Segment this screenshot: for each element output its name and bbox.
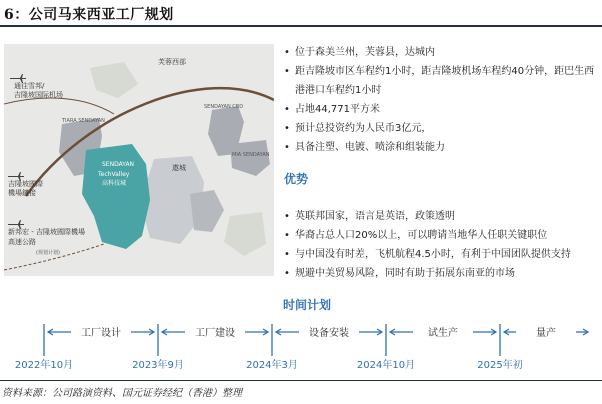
map-label-highway-2: 高速公路 xyxy=(8,238,36,246)
fact-item: • 距吉隆坡市区车程约1小时，距吉隆坡机场车程约40分钟，距巴生西港港口车程约1小时 xyxy=(282,62,600,100)
map-label-city: 遨城 xyxy=(172,164,186,172)
timeline-date-label: 2025年初 xyxy=(477,360,523,370)
fact-item: • 占地44,771平方米 xyxy=(282,100,600,119)
map-label-techvalley-top: SENDAYAN xyxy=(102,161,135,168)
facts-list xyxy=(282,43,600,157)
advantages-list xyxy=(282,207,600,283)
map-label-highway-1: 新邦宏 - 吉隆坡國際機場 xyxy=(8,228,85,236)
fact-item: • 具备注塑、电镀、喷涂和组装能力 xyxy=(282,138,600,157)
map-label-link-1: 吉隆坡國際 xyxy=(8,180,43,188)
map-label-techvalley-1: TechValley xyxy=(98,171,130,178)
advantage-item: • 华裔占总人口20%以上，可以聘请当地华人任职关键职位 xyxy=(282,226,600,245)
advantage-item: • 英联邦国家，语言是英语，政策透明 xyxy=(282,207,600,226)
timeline-heading: 时间计划 xyxy=(283,298,332,312)
map-label-tiara: TIARA SENDAYAN xyxy=(62,118,105,124)
figure-title: 6：公司马来西亚工厂规划 xyxy=(4,7,174,23)
advantage-item: • 与中国没有时差，飞机航程4.5小时，有利于中国团队提供支持 xyxy=(282,245,600,264)
title-rule xyxy=(0,25,602,27)
timeline xyxy=(0,310,602,370)
site-map xyxy=(4,44,274,276)
advantage-item: • 规避中美贸易风险，同时有助于拓展东南亚的市场 xyxy=(282,264,600,283)
timeline-phase-label: 工厂设计 xyxy=(81,328,121,339)
fact-item: • 位于森美兰州，芙蓉县，达城内 xyxy=(282,43,600,62)
timeline-phase-label: 工厂建设 xyxy=(195,328,235,339)
advantages-heading: 优势 xyxy=(284,172,309,186)
map-label-mia: MIA SENDAYAN xyxy=(232,152,270,158)
timeline-date-label: 2022年10月 xyxy=(14,360,74,370)
map-label-airport-1: 通往雪邦/ xyxy=(14,82,45,90)
map-label-north: 芙蓉西部 xyxy=(158,58,186,66)
map-label-commercial: SENDAYAN CBD xyxy=(204,104,244,110)
fact-item: • 预计总投资约为人民币3亿元， xyxy=(282,119,600,138)
map-label-link-2: 機場鏈接 xyxy=(8,189,36,197)
timeline-date-label: 2024年10月 xyxy=(356,360,416,370)
map-label-airport-2: 吉隆坡国际机场 xyxy=(14,91,63,99)
map-label-techvalley-2: 高科技城 xyxy=(102,180,127,187)
timeline-phase-label: 试生产 xyxy=(428,328,458,339)
bottom-rule xyxy=(0,380,602,381)
timeline-date-label: 2024年3月 xyxy=(246,360,298,370)
timeline-phase-label: 设备安装 xyxy=(309,328,349,339)
map-label-highway-3: (规划计划) xyxy=(36,250,60,256)
timeline-date-label: 2023年9月 xyxy=(132,360,184,370)
timeline-phase-label: 量产 xyxy=(536,328,556,339)
source-note: 资料来源：公司路演资料、国元证券经纪（香港）整理 xyxy=(2,388,242,399)
